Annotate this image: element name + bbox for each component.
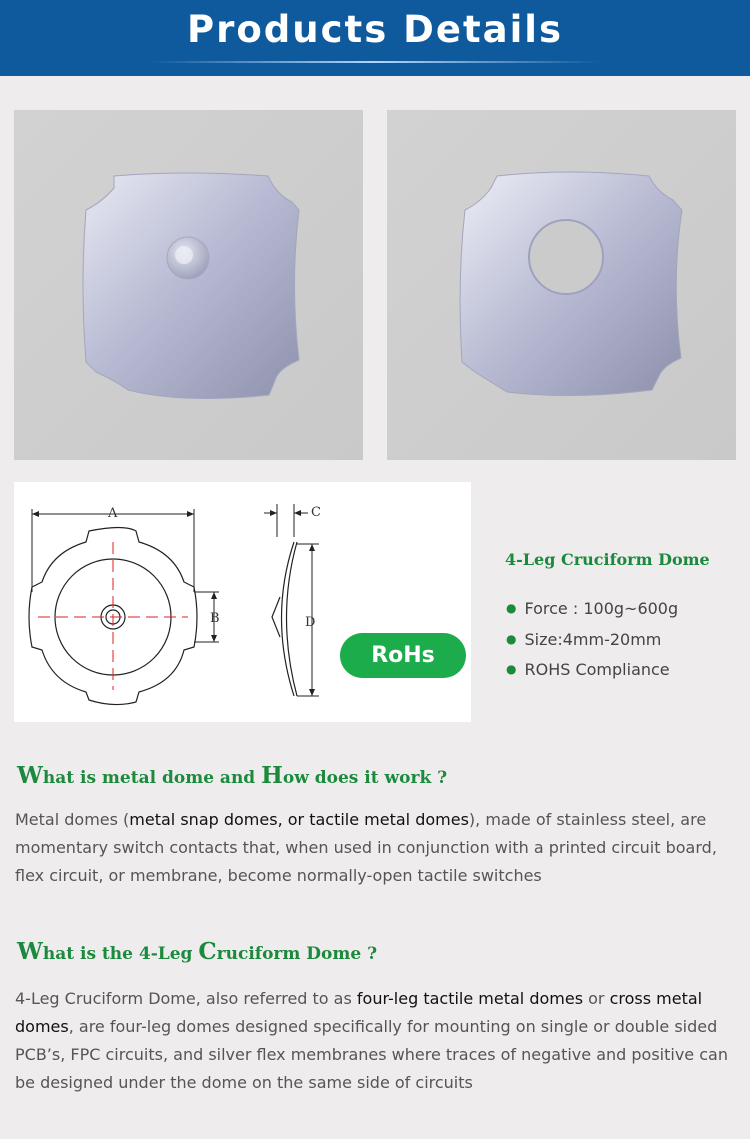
dimension-d-label: D	[305, 615, 316, 630]
bullet-icon: ●	[506, 631, 517, 646]
section-paragraph-cruciform: 4-Leg Cruciform Dome, also referred to as four-leg tactile metal domes or cross metal domes, are four-leg domes designed specifically for mounting on single or double sided PCB’s, FPC circuits, and silver flex membranes where traces of negative and positive can be designed under the dome on the same side of circuits	[15, 989, 728, 1092]
spec-item-force: ● Force : 100g~600g	[506, 599, 679, 618]
dimension-diagram	[14, 482, 471, 722]
spec-list	[506, 597, 678, 689]
product-photo-dimple	[14, 110, 363, 460]
section-heading-metal-dome: What is metal dome and How does it work ?	[17, 762, 448, 789]
dimension-a-label: A	[108, 506, 118, 521]
dome-body	[83, 173, 299, 399]
spec-title: 4-Leg Cruciform Dome	[505, 550, 710, 569]
rohs-badge: RoHs	[340, 633, 466, 678]
dimension-b-label: B	[210, 611, 220, 626]
page-title: Products Details	[187, 8, 563, 51]
spec-item-size: ● Size:4mm-20mm	[506, 629, 662, 649]
section-paragraph-metal-dome: Metal domes (metal snap domes, or tactile metal domes), made of stainless steel, are momentary switch contacts that, when used in conjunction with a printed circuit board, flex circuit, or membrane, become normally-open tactile switches	[15, 810, 717, 885]
product-photo-hole	[387, 110, 736, 460]
header-underline	[150, 61, 600, 63]
section-heading-cruciform: What is the 4-Leg Cruciform Dome ?	[17, 938, 378, 965]
page-header	[0, 0, 750, 76]
dome-hole-image	[387, 110, 736, 460]
bullet-icon: ●	[506, 601, 517, 615]
dome-dimple-image	[14, 110, 363, 460]
spec-item-rohs: ● ROHS Compliance	[506, 660, 670, 679]
bullet-icon: ●	[506, 662, 517, 676]
technical-drawing	[14, 482, 471, 722]
dimension-c-label: C	[311, 505, 321, 520]
